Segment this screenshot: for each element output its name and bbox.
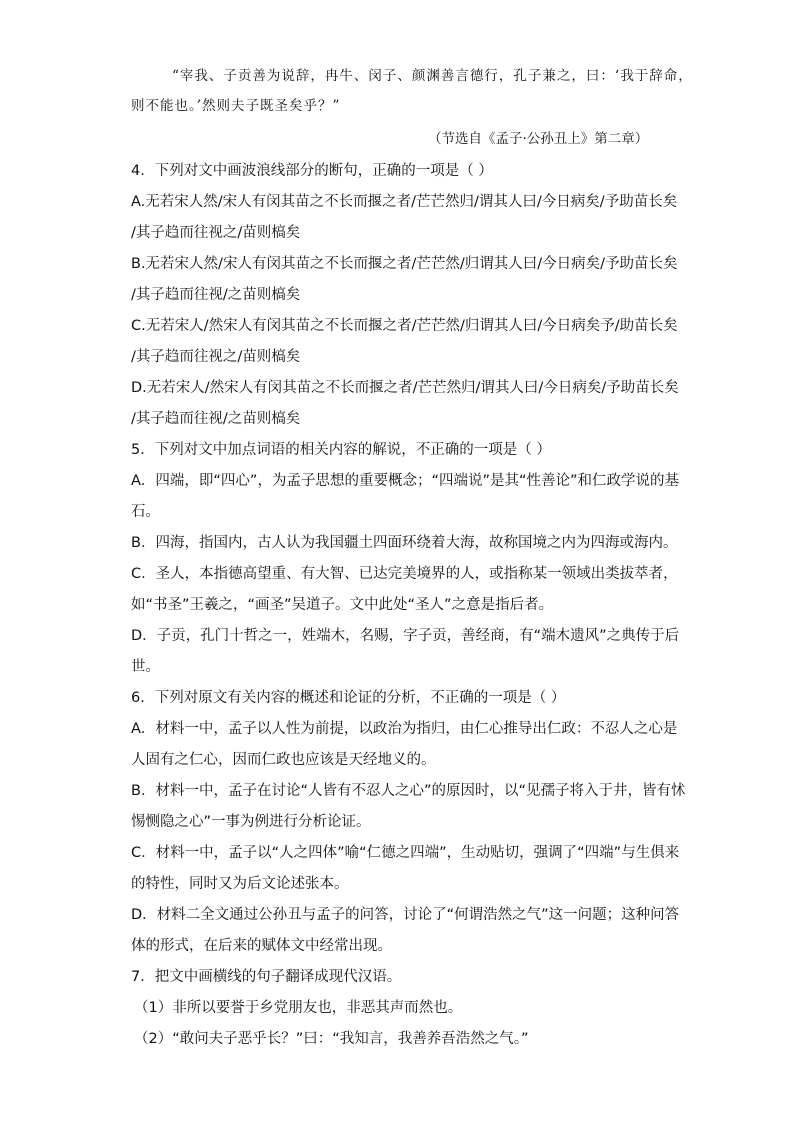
- question-5-option-c: C．圣人，本指德高望重、有大智、已达完美境界的人，或指称某一领域出类拔萃者，: [131, 566, 678, 582]
- question-6-option-a-cont: 人固有之仁心，因而仁政也应该是天经地义的。: [131, 752, 436, 768]
- question-5-option-c-cont: 如“书圣”王羲之，“画圣”吴道子。文中此处“圣人”之意是指后者。: [131, 597, 554, 613]
- question-4-option-d: D.无若宋人/然宋人有闵其苗之不长而揠之者/芒芒然归/谓其人曰/今日病矣/予助苗长矣: [131, 380, 679, 396]
- question-5-option-b: B．四海，指国内，古人认为我国疆土四面环绕着大海，故称国境之内为四海或海内。: [131, 535, 678, 551]
- question-6-option-b: B．材料一中，孟子在讨论“人皆有不忍人之心”的原因时，以“见孺子将入于井，皆有怵: [131, 783, 686, 799]
- question-7-stem: 7．把文中画横线的句子翻译成现代汉语。: [131, 969, 402, 985]
- question-4-option-c-cont: /其子趋而往视之/苗则槁矣: [131, 349, 301, 365]
- question-4-option-a-cont: /其子趋而往视之/苗则槁矣: [131, 225, 301, 241]
- quote-line-1: “宰我、子贡善为说辞，冉牛、闵子、颜渊善言德行，孔子兼之，曰：‘我于辞命，: [172, 68, 693, 84]
- question-7-sentence-1: （1）非所以要誉于乡党朋友也，非恶其声而然也。: [134, 1000, 463, 1016]
- question-5-option-d: D．子贡，孔门十哲之一，姓端木，名赐，字子贡，善经商，有“端木遗风”之典传于后: [131, 628, 680, 644]
- question-4-option-b: B.无若宋人然/宋人有闵其苗之不长而揠之者/芒芒然/归谓其人曰/今日病矣/予助苗长矣: [131, 256, 678, 272]
- question-4-option-b-cont: /其子趋而往视/之苗则槁矣: [131, 287, 301, 303]
- question-5-option-d-cont: 世。: [131, 659, 160, 675]
- question-6-option-a: A．材料一中，孟子以人性为前提，以政治为指归，由仁心推导出仁政：不忍人之心是: [131, 721, 678, 737]
- quote-line-2: 则不能也。’然则夫子既圣矣乎？”: [131, 98, 341, 114]
- question-7-sentence-2: （2）“敢问夫子恶乎长？”曰：“我知言，我善养吾浩然之气。”: [134, 1031, 529, 1047]
- question-4-option-c: C.无若宋人/然宋人有闵其苗之不长而揠之者/芒芒然/归谓其人曰/今日病矣予/助苗长矣: [131, 318, 678, 334]
- question-6-option-c: C．材料一中，孟子以“人之四体”喻“仁德之四端”，生动贴切，强调了“四端”与生俱来: [131, 845, 680, 861]
- question-5-stem: 5．下列对文中加点词语的相关内容的解说，不正确的一项是（ ）: [131, 442, 551, 458]
- question-5-option-a: A．四端，即“四心”，为孟子思想的重要概念；“四端说”是其“性善论”和仁政学说的基: [131, 473, 679, 489]
- question-4-stem: 4．下列对文中画波浪线部分的断句，正确的一项是（ ）: [131, 163, 493, 179]
- question-4-option-a: A.无若宋人然/宋人有闵其苗之不长而揠之者/芒芒然归/谓其人曰/今日病矣/予助苗长矣: [131, 194, 678, 210]
- quote-source: （节选自《孟子·公孙丑上》第二章）: [428, 131, 649, 147]
- question-6-option-c-cont: 的特性，同时又为后文论述张本。: [131, 876, 349, 892]
- question-4-option-d-cont: /其子趋而往视/之苗则槁矣: [131, 411, 301, 427]
- question-6-option-d-cont: 体的形式，在后来的赋体文中经常出现。: [131, 938, 392, 954]
- question-6-stem: 6．下列对原文有关内容的概述和论证的分析，不正确的一项是（ ）: [131, 690, 566, 706]
- question-6-option-b-cont: 惕恻隐之心”一事为例进行分析论证。: [131, 814, 371, 830]
- question-6-option-d: D．材料二全文通过公孙丑与孟子的问答，讨论了“何谓浩然之气”这一问题；这种问答: [131, 907, 680, 923]
- question-5-option-a-cont: 石。: [131, 504, 160, 520]
